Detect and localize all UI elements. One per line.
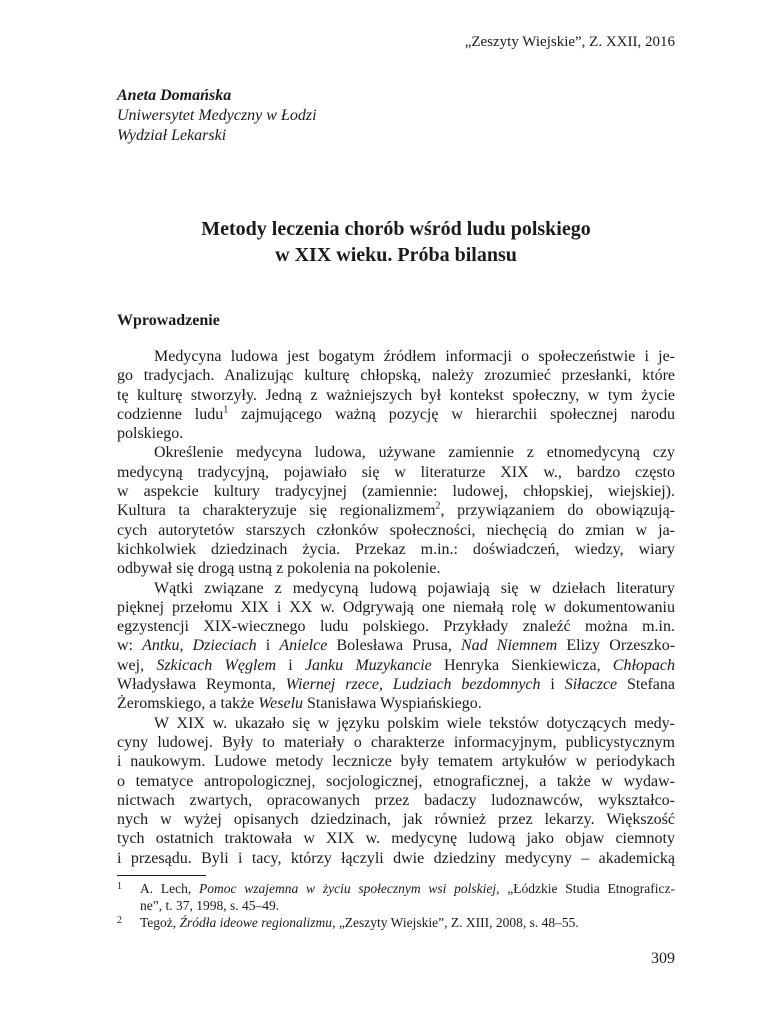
body-line: odbywał się drogą ustną z pokolenia na pokolenie.: [117, 560, 441, 578]
footnote-number: 2: [117, 915, 122, 926]
text-run: Bolesława Prusa,: [327, 637, 461, 655]
footnote-divider: [117, 875, 206, 876]
footnote-number: 1: [117, 881, 122, 892]
body-line: [117, 675, 675, 694]
article-title: [117, 216, 675, 268]
footnote-continuation: ne”, t. 37, 1998, s. 45–49.: [140, 898, 280, 913]
text-run: , „Łódzkie Studia Etnograficz-: [496, 881, 675, 896]
author-block: [117, 86, 317, 146]
title-line: w XIX wieku. Próba bilansu: [275, 244, 517, 266]
body-line: egzystencji XIX-wiecznego ludu polskiego. Przykłady znaleźć można m.in.: [117, 618, 675, 636]
book-title: Szkicach Węglem: [156, 656, 277, 674]
book-title: Anielce: [279, 637, 328, 655]
body-line: Medycyna ludowa jest bogatym źródłem informacji o społeczeństwie i je-: [154, 348, 675, 365]
body-line: Określenie medycyna ludowa, używane zamiennie z etnomedycyną czy: [154, 444, 675, 462]
body-line: w aspekcie kultury tradycyjnej (zamiennie: ludowej, chłopskiej, wiejskiej).: [117, 483, 675, 501]
text-run: , „Zeszyty Wiejskie”, Z. XIII, 2008, s. 48–55.: [332, 915, 579, 930]
body-line: cych autorytetów starszych członków społeczności, niechęcią do zmian w ja-: [117, 521, 675, 539]
text-run: wej,: [117, 656, 157, 674]
body-line: kichkolwiek dziedzinach życia. Przekaz m.in.: doświadczeń, wiedzy, wiary: [117, 540, 675, 558]
book-title: Siłaczce: [564, 676, 618, 694]
text-run: i: [256, 637, 280, 655]
footnotes: [117, 880, 675, 931]
body-line: nictwach zwartych, opracowanych przez badaczy ludoznawców, wykształco-: [117, 791, 675, 809]
text-run: , przywiązaniem do obowiązują-: [440, 502, 675, 520]
body-line: o tematyce antropologicznej, socjologicznej, etnograficznej, a także w wydaw-: [117, 772, 675, 790]
text-run: i: [276, 656, 305, 674]
book-title: Chłopach: [612, 656, 676, 674]
text-run: Henryka Sienkiewicza,: [431, 656, 613, 674]
running-head: „Zeszyty Wiejskie”, Z. XXII, 2016: [464, 34, 675, 50]
footnote-ref[interactable]: 2: [435, 501, 441, 513]
footnote: [117, 880, 675, 897]
body-line: W XIX w. ukazało się w języku polskim wiele tekstów dotyczących medy-: [154, 714, 675, 732]
text-run: w:: [117, 637, 143, 655]
author-department: Wydział Lekarski: [117, 127, 227, 144]
cited-title: Pomoc wzajemna w życiu społecznym wsi polskiej: [199, 881, 497, 896]
body-line: cyny ludowej. Były to materiały o charakterze informacyjnym, publicystycznym: [117, 733, 675, 751]
body-line: tę kulturę stworzyły. Jedną z ważniejszych był kontekst społeczny, w tym życie: [117, 386, 675, 404]
body-line: [117, 636, 675, 655]
book-title: Antku, Dzieciach: [142, 637, 257, 655]
text-run: i: [540, 676, 565, 694]
text-run: codzienne ludu: [117, 405, 224, 423]
book-title: Wiernej rzece, Ludziach bezdomnych: [285, 676, 541, 694]
text-run: Stefana: [617, 676, 676, 694]
text-run: Elizy Orzeszko-: [557, 637, 676, 655]
book-title: Nad Niemnem: [460, 637, 558, 655]
book-title: Weselu: [258, 695, 304, 713]
text-run: A. Lech,: [140, 881, 200, 896]
section-heading: Wprowadzenie: [117, 312, 220, 329]
text-run: Tegoż,: [140, 915, 180, 930]
body-line: polskiego.: [117, 425, 184, 443]
body-line: pięknej przełomu XIX i XX w. Odgrywają one niemałą rolę w dokumentowaniu: [117, 598, 675, 616]
book-title: Janku Muzykancie: [304, 656, 432, 674]
body-line: i przesądu. Byli i tacy, którzy łączyli dwie dziedziny medycyny – akademicką: [117, 849, 675, 867]
author-affiliation: Uniwersytet Medyczny w Łodzi: [117, 107, 317, 124]
page-number: 309: [651, 950, 675, 967]
footnote: [117, 914, 675, 931]
body-line: [117, 405, 675, 424]
body-line: i naukowym. Ludowe metody lecznicze były tematem artykułów w periodykach: [117, 753, 675, 771]
text-run: Kultura ta charakteryzuje się regionalizmem: [117, 502, 436, 520]
footnote-ref[interactable]: 1: [223, 404, 229, 416]
text-run: Stanisława Wyspiańskiego.: [303, 695, 482, 713]
cited-title: Źródła ideowe regionalizmu: [179, 915, 333, 930]
body-line: [117, 501, 675, 520]
text-run: zajmującego ważną pozycję w hierarchii społecznej narodu: [228, 405, 675, 423]
body-line: [117, 694, 675, 713]
text-run: Żeromskiego, a także: [117, 695, 259, 713]
body-line: go tradycjach. Analizując kulturę chłopską, należy zrozumieć przesłanki, które: [117, 367, 675, 385]
body-text: [117, 347, 675, 868]
body-line: nych w wyżej opisanych dziedzinach, jak również przez lekarzy. Większość: [117, 811, 675, 829]
text-run: Władysława Reymonta,: [117, 676, 286, 694]
title-line: Metody leczenia chorób wśród ludu polskiego: [201, 218, 591, 240]
author-name: Aneta Domańska: [117, 87, 232, 104]
body-line: medycyną tradycyjną, pojawiało się w literaturze XIX w., bardzo często: [117, 463, 675, 481]
body-line: Wątki związane z medycyną ludową pojawiają się w dziełach literatury: [154, 579, 675, 597]
body-line: [117, 656, 675, 675]
body-line: tych ostatnich traktowała w XIX w. medycynę ludową jako objaw ciemnoty: [117, 830, 675, 848]
